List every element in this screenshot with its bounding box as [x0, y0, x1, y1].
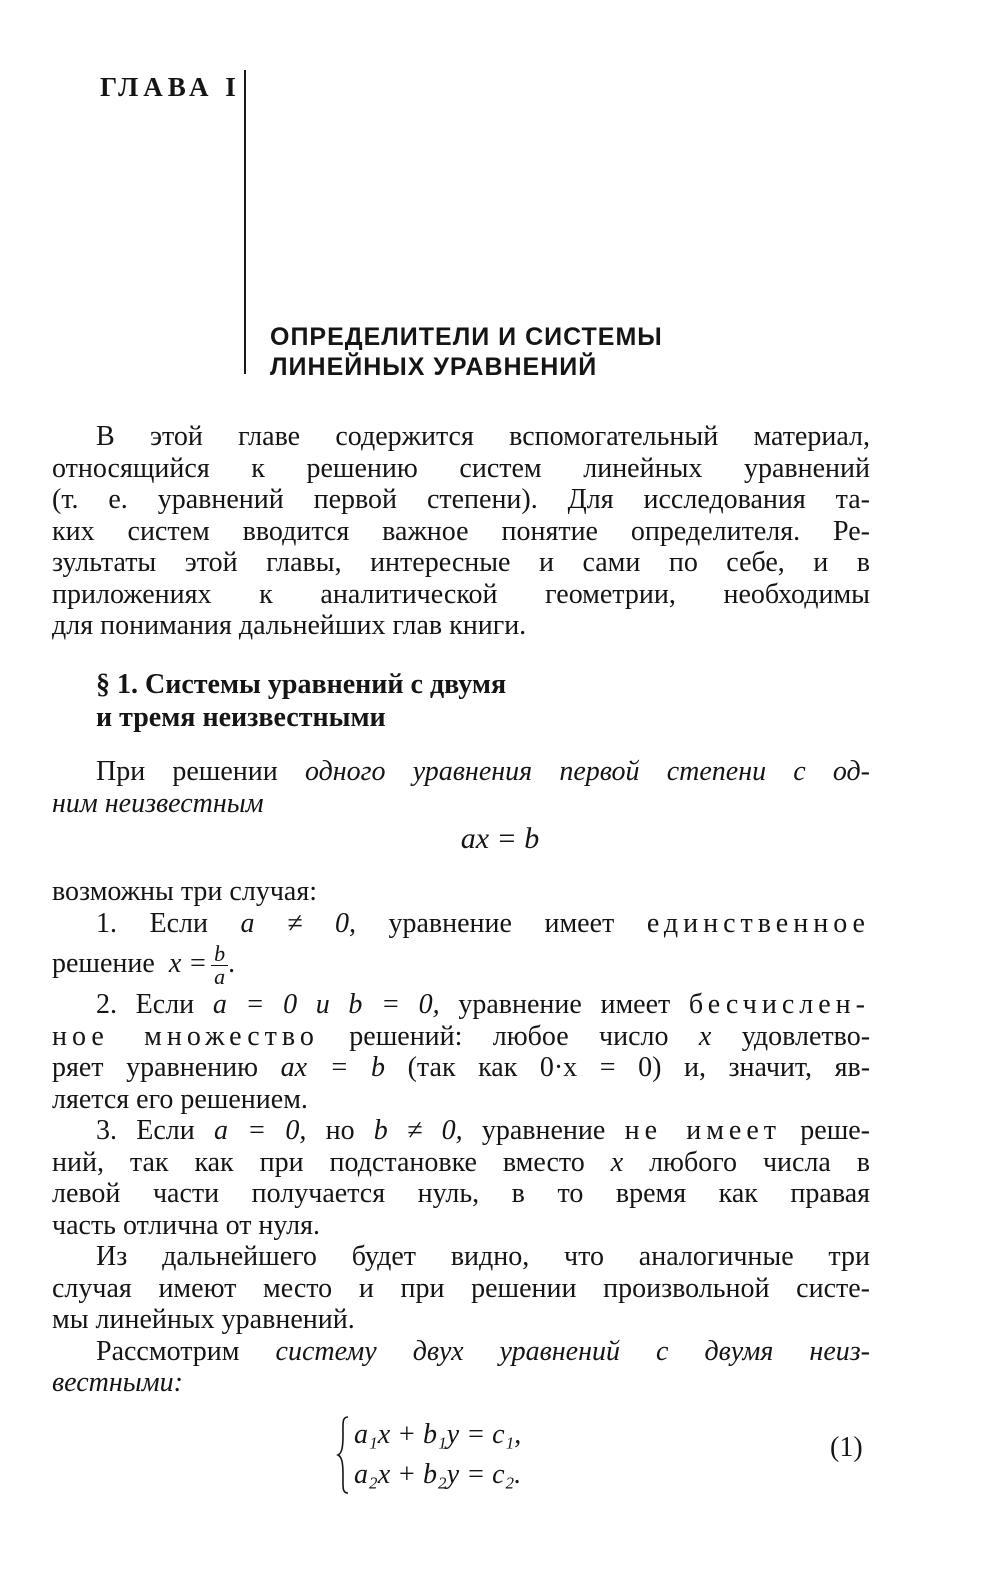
case-2-text: уравнение имеет [458, 989, 671, 1020]
case-1-solution-label: решение [52, 948, 155, 979]
case-3-x: x [610, 1146, 624, 1178]
case-1-fraction [211, 943, 228, 988]
case-2-line-4: ляется его решением. [52, 1083, 308, 1115]
equation-2: a₂x + b₂y = c₂. [354, 1459, 522, 1490]
case-1-line-1 [52, 908, 870, 940]
case-3-end: реше- [800, 1115, 871, 1146]
case-2-line-3 [52, 1052, 870, 1084]
formula-ax-b: ax = b [460, 822, 540, 855]
intro-line-1: В этой главе содержится вспомогательный материал, [96, 421, 870, 452]
section-heading-line-1: § 1. Системы уравнений с двумя [96, 669, 507, 700]
intro-paragraph [52, 421, 870, 642]
further-line-1: Из дальнейшего будет видно, что аналогичные три [96, 1241, 870, 1272]
case-2-line-1 [52, 989, 870, 1021]
further-line-2: случая имеют место и при решении произвольной систе- [52, 1272, 870, 1304]
case-2-spaced-2: ное множество [52, 1020, 319, 1052]
case-2-equation: ax = b [280, 1052, 386, 1083]
intro-line-2: относящийся к решению систем линейных уравнений [52, 452, 870, 484]
chapter-title-line-1: ОПРЕДЕЛИТЕЛИ И СИСТЕМЫ [270, 323, 663, 351]
case-3-text-2b: любого числа в [649, 1146, 871, 1178]
case-3-condition-2: b ≠ 0, [373, 1115, 463, 1146]
chapter-label: ГЛАВА I [100, 72, 241, 102]
case-1-fraction-num: b [211, 943, 228, 966]
case-3-condition: a = 0, [213, 1115, 307, 1146]
case-3-line-3: левой части получается нуль, в то время как правая [52, 1178, 870, 1209]
further-line-3: мы линейных уравнений. [52, 1304, 355, 1335]
consider-line-1 [52, 1336, 870, 1368]
case-2-text-2: решений: любое число [349, 1020, 669, 1052]
case-1-prefix: 1. Если [96, 907, 209, 939]
case-2-end-2: удовлетво- [741, 1020, 871, 1052]
consider-normal: Рассмотрим [96, 1335, 240, 1367]
case-1-condition: a ≠ 0, [240, 907, 356, 939]
equation-lines [354, 1415, 521, 1495]
solve-line-1-normal: При решении [96, 756, 278, 787]
section-heading-line-2: и тремя неизвестными [96, 702, 386, 733]
case-1-text: уравнение имеет [388, 907, 615, 939]
intro-line-7: для понимания дальнейших глав книги. [52, 610, 527, 641]
intro-line-3: (т. е. уравнений первой степени). Для исследования та- [52, 484, 870, 515]
case-3-line-4: часть отлична от нуля. [52, 1209, 321, 1241]
case-1-spaced: единственное [646, 907, 870, 939]
solve-line-1 [52, 756, 870, 788]
case-3-text-2a: ний, так как при подстановке вместо [52, 1146, 585, 1178]
intro-line-4: ких систем вводится важное понятие определителя. Ре- [52, 515, 870, 547]
case-2-prefix: 2. Если [96, 989, 195, 1020]
cases-block [52, 876, 870, 1399]
intro-line-5: зультаты этой главы, интересные и сами по себе, и в [52, 547, 870, 578]
case-2-condition: a = 0 и b = 0, [212, 989, 440, 1020]
chapter-vertical-rule [244, 70, 246, 374]
consider-italic: систему двух уравнений с двумя неиз- [275, 1335, 870, 1367]
case-3-text: уравнение [481, 1115, 606, 1146]
chapter-title [270, 322, 790, 382]
case-3-spaced: не имеет [624, 1115, 782, 1146]
case-1-fraction-den: a [214, 964, 226, 990]
chapter-title-line-2: ЛИНЕЙНЫХ УРАВНЕНИЙ [270, 353, 598, 381]
case-2-text-3b: (так как 0·x = 0) и, значит, яв- [407, 1052, 871, 1083]
left-brace-icon [336, 1415, 350, 1495]
case-1-x-eq: x = [168, 948, 208, 979]
case-2-spaced-1: бесчислен- [688, 989, 870, 1020]
case-2-line-2 [52, 1021, 870, 1053]
cases-intro: возможны три случая: [52, 876, 317, 907]
case-1-line-2 [52, 939, 870, 989]
section-heading [96, 668, 506, 734]
equation-1: a₁x + b₁y = c₁, [354, 1419, 522, 1450]
case-2-x: x [698, 1020, 712, 1052]
case-3-but: но [325, 1115, 355, 1146]
case-3-line-2 [52, 1147, 870, 1179]
intro-line-6: приложениях к аналитической геометрии, необходимы [52, 578, 870, 610]
equation-number: (1) [830, 1432, 863, 1463]
solve-paragraph [52, 756, 870, 819]
solve-line-1-italic: одного уравнения первой степени с од- [304, 756, 871, 787]
case-3-line-1 [52, 1115, 870, 1147]
case-1-end: . [228, 948, 236, 979]
case-3-prefix: 3. Если [96, 1115, 195, 1146]
case-2-text-3a: ряет уравнению [52, 1052, 259, 1083]
solve-line-2: ним неизвестным [52, 787, 264, 819]
consider-line-2: вестными: [52, 1367, 183, 1398]
